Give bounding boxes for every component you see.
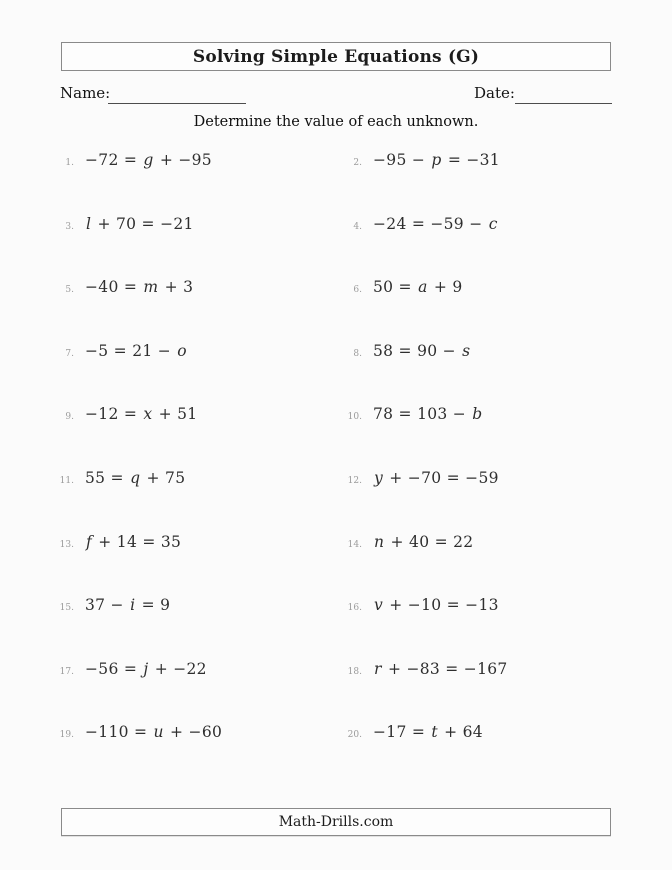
name-blank-line (108, 103, 246, 104)
problem-row (336, 400, 672, 464)
problem-number: 17. (59, 666, 74, 677)
equation: r + −83 = −167 (374, 659, 508, 678)
date-label: Date: (474, 84, 515, 102)
problem-number: 7. (65, 348, 74, 359)
problem-row (0, 655, 336, 719)
equation: −110 = u + −60 (85, 723, 223, 742)
problem-row (336, 210, 672, 274)
problem-row (336, 655, 672, 719)
problem-row (0, 464, 336, 528)
problem-list (0, 146, 672, 782)
worksheet-title-box (61, 42, 611, 71)
problem-number: 13. (59, 539, 74, 550)
problem-row (0, 273, 336, 337)
equation: −95 − p = −31 (373, 151, 500, 169)
problem-number: 11. (59, 475, 74, 486)
problem-row (336, 591, 672, 655)
equation: −12 = x + 51 (85, 405, 198, 424)
equation: n + 40 = 22 (374, 532, 474, 551)
equation: −72 = g + −95 (85, 151, 212, 169)
problem-row (0, 146, 336, 210)
equation: 50 = a + 9 (373, 278, 463, 297)
problem-number: 10. (347, 412, 362, 423)
problem-row (336, 337, 672, 401)
problem-number: 5. (65, 285, 74, 296)
equation: −40 = m + 3 (85, 278, 194, 297)
problem-row (0, 337, 336, 401)
problem-row (0, 718, 336, 782)
footer-box (61, 808, 611, 836)
problem-number: 1. (65, 158, 74, 168)
problem-row (336, 146, 672, 210)
problem-number: 6. (353, 285, 362, 296)
equation: −17 = t + 64 (373, 723, 483, 742)
problem-number: 19. (59, 730, 74, 741)
problem-number: 16. (347, 603, 362, 614)
problem-number: 18. (347, 666, 362, 677)
problem-number: 8. (353, 348, 362, 359)
date-blank-line (515, 103, 612, 104)
problem-number: 15. (59, 603, 74, 614)
problem-row (0, 210, 336, 274)
problem-row (0, 528, 336, 592)
problem-row (0, 591, 336, 655)
equation: v + −10 = −13 (374, 596, 499, 615)
problem-row (336, 718, 672, 782)
equation: l + 70 = −21 (86, 214, 194, 233)
equation: y + −70 = −59 (374, 468, 499, 487)
equation: f + 14 = 35 (86, 532, 182, 551)
instruction-text: Determine the value of each unknown. (193, 114, 479, 130)
problem-row (0, 400, 336, 464)
equation: −56 = j + −22 (85, 659, 207, 678)
equation: −5 = 21 − o (85, 341, 187, 360)
problem-row (336, 528, 672, 592)
problem-row (336, 464, 672, 528)
problem-number: 4. (353, 221, 362, 232)
problem-number: 14. (347, 539, 362, 550)
name-label: Name: (60, 84, 111, 102)
equation: 78 = 103 − b (373, 405, 483, 424)
equation: 55 = q + 75 (85, 468, 186, 487)
equation: 37 − i = 9 (85, 596, 171, 615)
equation: −24 = −59 − c (373, 214, 498, 233)
problem-number: 20. (347, 730, 362, 741)
problem-number: 12. (347, 475, 362, 486)
equation: 58 = 90 − s (373, 341, 471, 360)
page-title: Solving Simple Equations (G) (192, 46, 480, 67)
problem-number: 3. (65, 221, 74, 232)
problem-number: 2. (353, 158, 362, 168)
problem-row (336, 273, 672, 337)
footer-site-label: Math-Drills.com (278, 814, 394, 830)
problem-number: 9. (65, 412, 74, 423)
